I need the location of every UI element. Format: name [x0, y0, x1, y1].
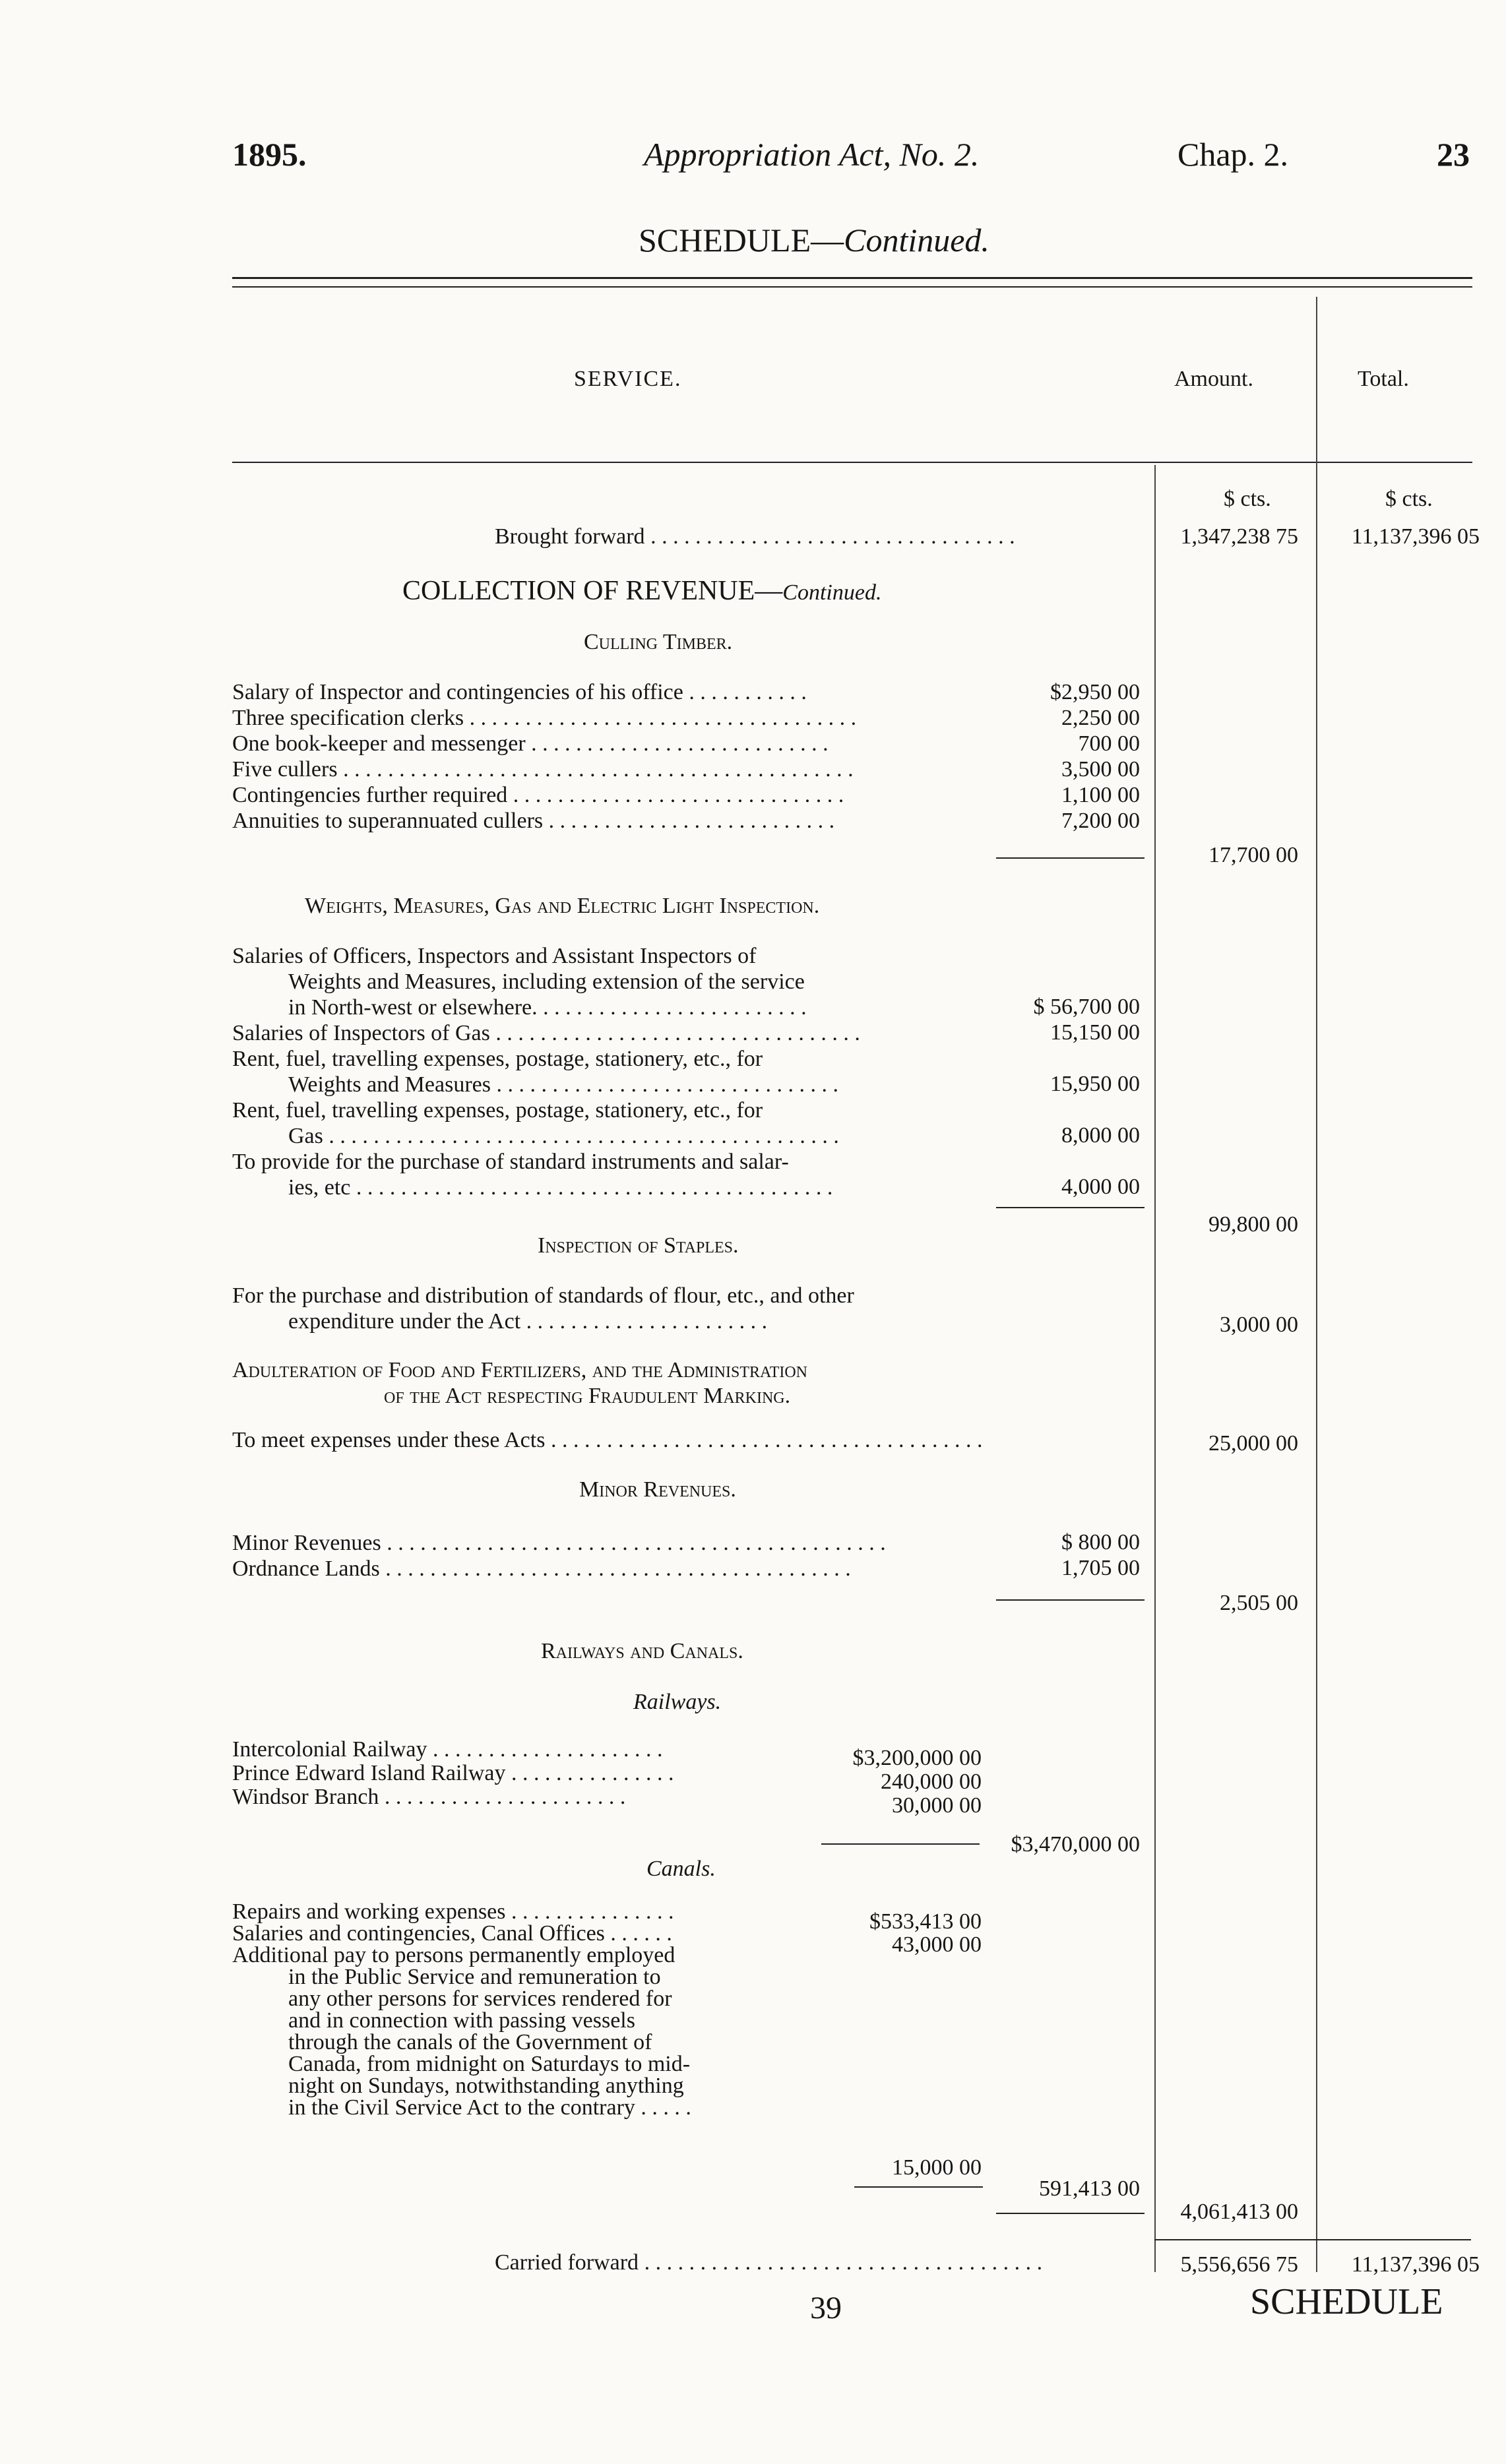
carried-forward-amount: 5,556,656 75: [1180, 2252, 1298, 2277]
carried-forward-total: 11,137,396 05: [1351, 2252, 1480, 2277]
brought-forward-amount: 1,347,238 75: [1180, 524, 1298, 549]
list-item: Contingencies further required . . . . . . . . . . . . . . . . . . . . . . . . . . . . . .: [232, 783, 844, 807]
list-item: Intercolonial Railway . . . . . . . . . . . . . . . . . . . . .: [232, 1738, 663, 1762]
top-rule: [232, 277, 1472, 279]
weights-sum-rule: [996, 1207, 1145, 1208]
header-title: Appropriation Act, No. 2.: [644, 136, 980, 173]
staples-text: For the purchase and distribution of standards of flour, etc., and other expenditure under the Act . . . . . . . . . . . . . . . . . . . . . .: [232, 1283, 854, 1334]
brought-forward-label: Brought forward . . . . . . . . . . . . . . . . . . . . . . . . . . . . . . . . .: [495, 524, 1015, 549]
railways-canals-amount: 4,061,413 00: [1180, 2200, 1298, 2224]
culling-values: $2,950 00 2,250 00 700 00 3,500 00 1,100 00 7,200 00: [1050, 680, 1140, 833]
column-total: Total.: [1358, 367, 1409, 391]
top-rule-thin: [232, 286, 1472, 288]
canals-value-2: 43,000 00: [892, 1932, 982, 1957]
carried-forward-rule: [1154, 2239, 1471, 2240]
minor-sum-rule: [996, 1599, 1145, 1601]
canals-sum-rule: [854, 2186, 983, 2188]
adulteration-amount: 25,000 00: [1208, 1431, 1298, 1456]
list-item: Three specification clerks . . . . . . . . . . . . . . . . . . . . . . . . . . . . . . . . . . .: [232, 706, 857, 730]
carried-forward-label: Carried forward . . . . . . . . . . . . . . . . . . . . . . . . . . . . . . . . . . . .: [495, 2250, 1043, 2275]
minor-items: Minor Revenues . . . . . . . . . . . . . . . . . . . . . . . . . . . . . . . . . . . . . . . . . . . . . Ordnance Lands . . . . . . . . . . . . . . . . . . . . . . . . . . . . . . . . . . . . . . . . . .: [232, 1531, 886, 1581]
column-service: SERVICE.: [574, 367, 682, 391]
collection-heading: COLLECTION OF REVENUE—Continued.: [402, 576, 882, 606]
header-chapter: Chap. 2.: [1177, 136, 1289, 173]
staples-amount: 3,000 00: [1220, 1312, 1298, 1337]
list-item: Windsor Branch . . . . . . . . . . . . . . . . . . . . . .: [232, 1785, 626, 1809]
weights-value-5: 4,000 00: [1061, 1175, 1140, 1199]
railways-items: [232, 1738, 813, 1809]
weights-value-3: 15,950 00: [1050, 1072, 1140, 1096]
culling-heading: Culling Timber.: [584, 630, 733, 654]
list-item: Salary of Inspector and contingencies of his office . . . . . . . . . . .: [232, 680, 807, 704]
weights-heading: Weights, Measures, Gas and Electric Light Inspection.: [305, 894, 820, 918]
canals-value-3: 15,000 00: [892, 2155, 982, 2180]
weights-amount: 99,800 00: [1208, 1212, 1298, 1237]
minor-value-1: $ 800 00: [1061, 1530, 1140, 1555]
culling-amount: 17,700 00: [1208, 843, 1298, 867]
canals-value-1: $533,413 00: [869, 1909, 982, 1934]
list-item: One book-keeper and messenger . . . . . . . . . . . . . . . . . . . . . . . . . . .: [232, 731, 829, 756]
schedule-title: [639, 221, 989, 259]
weights-value-1: $ 56,700 00: [1033, 995, 1140, 1019]
total-cts-label: $ cts.: [1385, 487, 1433, 511]
railways-subheading: Railways.: [633, 1690, 722, 1714]
list-item: Prince Edward Island Railway . . . . . . . . . . . . . . .: [232, 1761, 674, 1785]
header-rule: [232, 462, 1472, 463]
schedule-title-prefix: SCHEDULE—: [639, 222, 844, 259]
weights-items: Salaries of Officers, Inspectors and Assistant Inspectors of Weights and Measures, including extension of the service in North-west or elsewhere. . . . . . . . . . . . . . . . . . . . . . . . . Salaries of Inspectors of Gas . . . . . . . . . . . . . . . . . . . . . . . . . . . . . . . . . Rent, fuel, travelling expenses, postage, stationery, etc., for Weights and Measures . . . . . . . . . . . . . . . . . . . . . . . . . . . . . . . Rent, fuel, travelling expenses, postage, stationery, etc., for Gas . . . . . . . . . . . . . . . . . . . . . . . . . . . . . . . . . . . . . . . . . . . . . . To provide for the purchase of standard instruments and salar- ies, etc . . . . . . . . . . . . . . . . . . . . . . . . . . . . . . . . . . . . . . . . . . .: [232, 944, 860, 1200]
adulteration-heading: Adulteration of Food and Fertilizers, and the Administration of the Act respecting Fraudulent Marking.: [232, 1358, 808, 1408]
total-column-divider: [1316, 297, 1317, 2272]
canals-subheading: Canals.: [646, 1857, 716, 1881]
list-item: Five cullers . . . . . . . . . . . . . . . . . . . . . . . . . . . . . . . . . . . . . . . . . . . . . .: [232, 757, 854, 782]
sheet-number: 39: [810, 2291, 842, 2325]
railways-canals-heading: Railways and Canals.: [541, 1639, 743, 1663]
culling-items: [232, 679, 997, 834]
minor-value-2: 1,705 00: [1061, 1556, 1140, 1580]
culling-sum-rule: [996, 857, 1145, 859]
list-item: Annuities to superannuated cullers . . . . . . . . . . . . . . . . . . . . . . . . . .: [232, 809, 835, 833]
weights-value-4: 8,000 00: [1061, 1123, 1140, 1148]
weights-value-2: 15,150 00: [1050, 1020, 1140, 1045]
railways-values: $3,200,000 00 240,000 00 30,000 00: [852, 1746, 982, 1818]
canals-items: Repairs and working expenses . . . . . . . . . . . . . . . Salaries and contingencies, Canal Offices . . . . . . Additional pay to persons permanently employed in the Public Service and remuneration to any other persons for services rendered for and in connection with passing vessels through the canals of the Government of Canada, from midnight on Saturdays to mid- night on Sundays, notwithstanding anything in the Civil Service Act to the contrary . . . . .: [232, 1899, 691, 2120]
amount-column-divider: [1154, 465, 1156, 2272]
header-page-number: 23: [1437, 136, 1470, 173]
staples-heading: Inspection of Staples.: [538, 1233, 739, 1258]
column-amount: Amount.: [1174, 367, 1253, 391]
schedule-title-continued: Continued.: [844, 222, 989, 259]
header-year: 1895.: [232, 136, 307, 173]
catchword: SCHEDULE: [1250, 2281, 1443, 2322]
minor-heading: Minor Revenues.: [579, 1477, 736, 1502]
canals-total: 591,413 00: [1039, 2176, 1140, 2201]
railways-sum-rule: [821, 1843, 980, 1845]
adulteration-label: To meet expenses under these Acts . . . . . . . . . . . . . . . . . . . . . . . . . . . . . . . . . . . . . . .: [232, 1428, 983, 1452]
railways-canals-sum-rule: [996, 2213, 1145, 2214]
amount-cts-label: $ cts.: [1224, 487, 1271, 511]
railways-total: $3,470,000 00: [1011, 1832, 1140, 1857]
brought-forward-total: 11,137,396 05: [1351, 524, 1480, 549]
minor-amount: 2,505 00: [1220, 1591, 1298, 1615]
